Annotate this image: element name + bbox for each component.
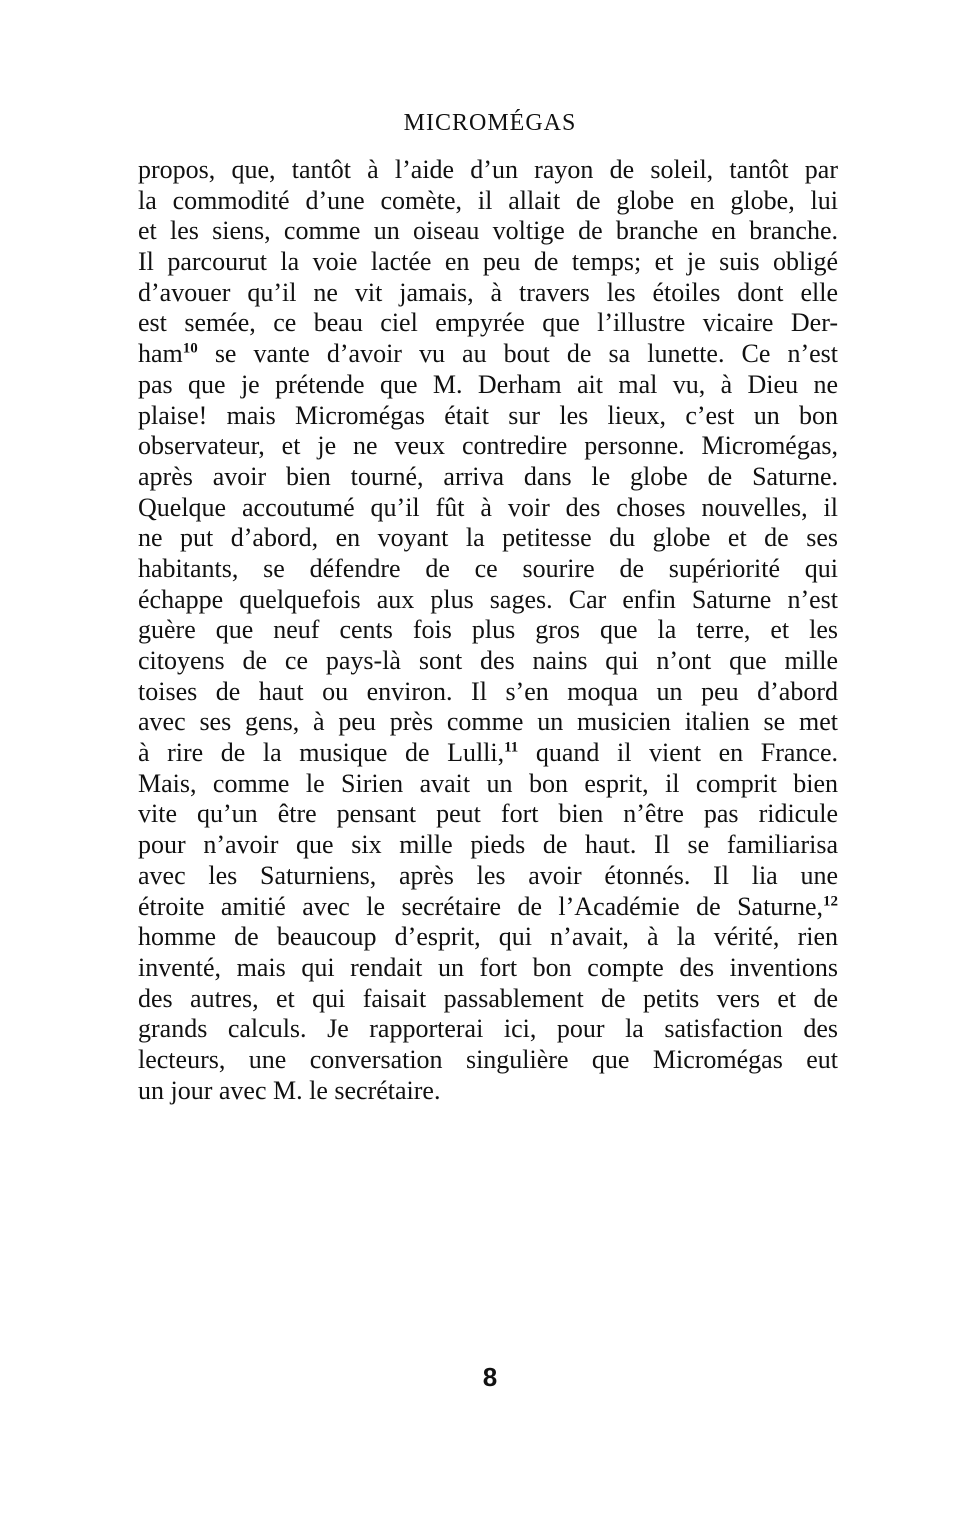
- text-line-content: lecteurs, une conversation singulière que Micromégas eut: [138, 1044, 838, 1074]
- text-line: [138, 308, 838, 339]
- text-line-content: pour n’avoir que six mille pieds de haut. Il se familiarisa: [138, 830, 838, 860]
- text-line-content: et les siens, comme un oiseau voltige de branche en branche.: [138, 216, 838, 246]
- text-line-content: échappe quelquefois aux plus sages. Car enfin Saturne n’est: [138, 584, 838, 614]
- text-line: [138, 1076, 838, 1107]
- text-line: [138, 953, 838, 984]
- text-line: [138, 247, 838, 278]
- text-line-content: vite qu’un être pensant peut fort bien n’être pas ridicule: [138, 799, 838, 829]
- text-line: [138, 493, 838, 524]
- text-line: [138, 339, 838, 370]
- text-line: [138, 155, 838, 186]
- text-line-content: habitants, se défendre de ce sourire de supériorité qui: [138, 553, 838, 583]
- text-line: [138, 186, 838, 217]
- text-line: [138, 799, 838, 830]
- text-line-content: étroite amitié avec le secrétaire de l’Académie de Saturne,: [138, 891, 823, 921]
- text-line: [138, 677, 838, 708]
- text-line: [138, 892, 838, 923]
- footnote-marker[interactable]: 12: [823, 892, 838, 909]
- text-line: [138, 585, 838, 616]
- running-head: MICROMÉGAS: [403, 110, 577, 136]
- text-line: [138, 554, 838, 585]
- text-line: [138, 462, 838, 493]
- text-line-content: Mais, comme le Sirien avait un bon esprit, il comprit bien: [138, 768, 838, 798]
- text-line-continuation: quand il vient en France.: [518, 738, 838, 768]
- text-line-content: avec ses gens, à peu près comme un musicien italien se met: [138, 707, 838, 737]
- page-number: 8: [482, 1362, 498, 1392]
- text-line-content: la commodité d’une comète, il allait de globe en globe, lui: [138, 185, 838, 215]
- text-line: [138, 707, 838, 738]
- text-line: [138, 615, 838, 646]
- text-line: [138, 646, 838, 677]
- text-line-content: est semée, ce beau ciel empyrée que l’illustre vicaire Der-: [138, 308, 838, 338]
- footnote-marker[interactable]: 11: [504, 739, 519, 756]
- text-line: [138, 370, 838, 401]
- text-line-content: inventé, mais qui rendait un fort bon compte des inventions: [138, 952, 838, 982]
- text-line: [138, 523, 838, 554]
- text-line-content: propos, que, tantôt à l’aide d’un rayon de soleil, tantôt par: [138, 155, 838, 184]
- body-text: [138, 155, 838, 1106]
- text-line: [138, 278, 838, 309]
- text-line: [138, 984, 838, 1015]
- text-line: [138, 861, 838, 892]
- text-line-content: après avoir bien tourné, arriva dans le globe de Saturne.: [138, 461, 838, 491]
- text-line-content: guère que neuf cents fois plus gros que la terre, et les: [138, 615, 838, 645]
- text-line-content: toises de haut ou environ. Il s’en moqua un peu d’abord: [138, 676, 838, 706]
- text-line-content: d’avouer qu’il ne vit jamais, à travers les étoiles dont elle: [138, 277, 838, 307]
- text-line: [138, 216, 838, 247]
- text-line-content: ne put d’abord, en voyant la petitesse du globe et de ses: [138, 523, 838, 553]
- text-line: [138, 1045, 838, 1076]
- text-line-content: un jour avec M. le secrétaire.: [138, 1075, 441, 1105]
- text-line: [138, 431, 838, 462]
- text-line-content: citoyens de ce pays-là sont des nains qui n’ont que mille: [138, 646, 838, 675]
- text-line: [138, 1014, 838, 1045]
- text-line-content: pas que je prétende que M. Derham ait mal vu, à Dieu ne: [138, 369, 838, 399]
- text-line-content: grands calculs. Je rapporterai ici, pour la satisfaction des: [138, 1014, 838, 1044]
- text-line-content: ham: [138, 339, 183, 369]
- text-line: [138, 738, 838, 769]
- footnote-marker[interactable]: 10: [182, 340, 198, 357]
- text-line-content: des autres, et qui faisait passablement de petits vers et de: [138, 983, 838, 1013]
- text-line-content: avec les Saturniens, après les avoir étonnés. Il lia une: [138, 860, 838, 890]
- text-line-content: Quelque accoutumé qu’il fût à voir des choses nouvelles, il: [138, 492, 838, 522]
- text-line: [138, 830, 838, 861]
- text-line: [138, 922, 838, 953]
- text-line-continuation: se vante d’avoir vu au bout de sa lunette. Ce n’est: [197, 339, 838, 369]
- text-line-content: à rire de la musique de Lulli,: [138, 738, 505, 768]
- text-line-content: homme de beaucoup d’esprit, qui n’avait, à la vérité, rien: [138, 922, 838, 952]
- text-line-content: observateur, et je ne veux contredire personne. Micromégas,: [138, 431, 838, 461]
- text-line: [138, 401, 838, 432]
- text-line-content: plaise! mais Micromégas était sur les lieux, c’est un bon: [138, 400, 838, 430]
- text-line-content: Il parcourut la voie lactée en peu de temps; et je suis obligé: [138, 247, 838, 277]
- text-line: [138, 769, 838, 800]
